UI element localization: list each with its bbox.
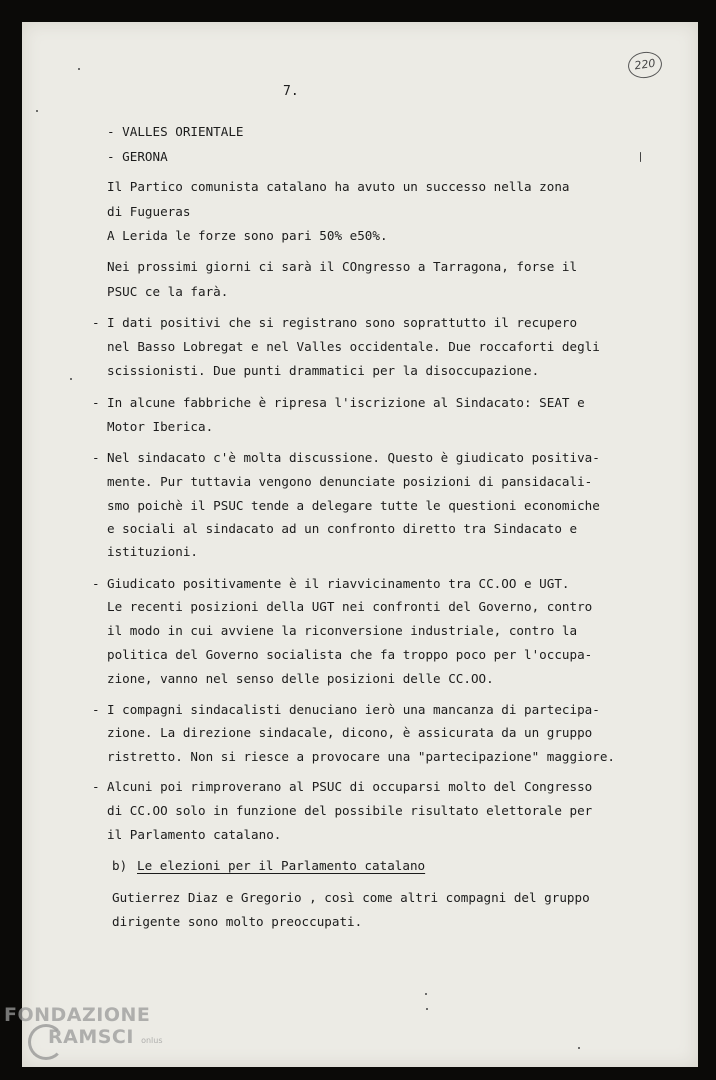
watermark-suffix: onlus	[141, 1036, 163, 1045]
bullet-line: Motor Iberica.	[107, 419, 214, 434]
archive-stamp: 220	[626, 50, 663, 80]
paragraph-line: di Fugueras	[107, 204, 191, 219]
scan-speck	[36, 110, 38, 112]
scan-speck	[78, 68, 80, 70]
heading-valles-orientale: - VALLES ORIENTALE	[107, 124, 244, 139]
section-b-marker: b)	[112, 858, 128, 873]
section-b-title: Le elezioni per il Parlamento catalano	[137, 858, 426, 873]
bullet-line: Le recenti posizioni della UGT nei confronti del Governo, contro	[107, 599, 593, 614]
bullet-line: politica del Governo socialista che fa troppo poco per l'occupa-	[107, 647, 593, 662]
closing-line: Gutierrez Diaz e Gregorio , così come altri compagni del gruppo	[112, 890, 590, 905]
watermark-line2: RAMSCI onlus	[48, 1026, 163, 1048]
bullet-line: Alcuni poi rimproverano al PSUC di occuparsi molto del Congresso	[107, 779, 593, 794]
paragraph-line: A Lerida le forze sono pari 50% e50%.	[107, 228, 388, 243]
bullet-line: zione. La direzione sindacale, dicono, è assicurata da un gruppo	[107, 725, 593, 740]
bullet-line: In alcune fabbriche è ripresa l'iscrizione al Sindacato: SEAT e	[107, 395, 585, 410]
bullet-line: scissionisti. Due punti drammatici per la disoccupazione.	[107, 363, 540, 378]
heading-gerona: - GERONA	[107, 149, 168, 164]
watermark-line1: FONDAZIONE	[4, 1004, 151, 1026]
watermark	[4, 1004, 163, 1052]
bullet-line: I compagni sindacalisti denuciano ierò una mancanza di partecipa-	[107, 702, 600, 717]
bullet-dash: -	[92, 702, 100, 717]
bullet-line: mente. Pur tuttavia vengono denunciate posizioni di pansidacali-	[107, 474, 593, 489]
scan-speck	[425, 993, 427, 995]
scan-speck	[578, 1047, 580, 1049]
paragraph-line: Il Partico comunista catalano ha avuto un successo nella zona	[107, 179, 570, 194]
paragraph-line: Nei prossimi giorni ci sarà il COngresso a Tarragona, forse il	[107, 259, 578, 274]
bullet-line: smo poichè il PSUC tende a delegare tutte le questioni economiche	[107, 498, 600, 513]
bullet-line: I dati positivi che si registrano sono soprattutto il recupero	[107, 315, 578, 330]
bullet-line: di CC.OO solo in funzione del possibile risultato elettorale per	[107, 803, 593, 818]
bullet-line: ristretto. Non si riesce a provocare una "partecipazione" maggiore.	[107, 749, 615, 764]
bullet-line: e sociali al sindacato ad un confronto diretto tra Sindacato e	[107, 521, 578, 536]
bullet-line: zione, vanno nel senso delle posizioni delle CC.OO.	[107, 671, 494, 686]
bullet-dash: -	[92, 576, 100, 591]
bullet-line: il Parlamento catalano.	[107, 827, 282, 842]
scan-speck	[640, 152, 641, 162]
bullet-line: il modo in cui avviene la riconversione industriale, contro la	[107, 623, 578, 638]
bullet-line: Nel sindacato c'è molta discussione. Questo è giudicato positiva-	[107, 450, 600, 465]
bullet-line: Giudicato positivamente è il riavvicinamento tra CC.OO e UGT.	[107, 576, 570, 591]
bullet-line: istituzioni.	[107, 544, 198, 559]
bullet-line: nel Basso Lobregat e nel Valles occidentale. Due roccaforti degli	[107, 339, 600, 354]
bullet-dash: -	[92, 779, 100, 794]
bullet-dash: -	[92, 315, 100, 330]
scan-speck	[70, 378, 72, 380]
paragraph-line: PSUC ce la farà.	[107, 284, 229, 299]
bullet-dash: -	[92, 395, 100, 410]
page-number: 7.	[283, 84, 299, 99]
bullet-dash: -	[92, 450, 100, 465]
closing-line: dirigente sono molto preoccupati.	[112, 914, 363, 929]
scan-speck	[426, 1008, 428, 1010]
